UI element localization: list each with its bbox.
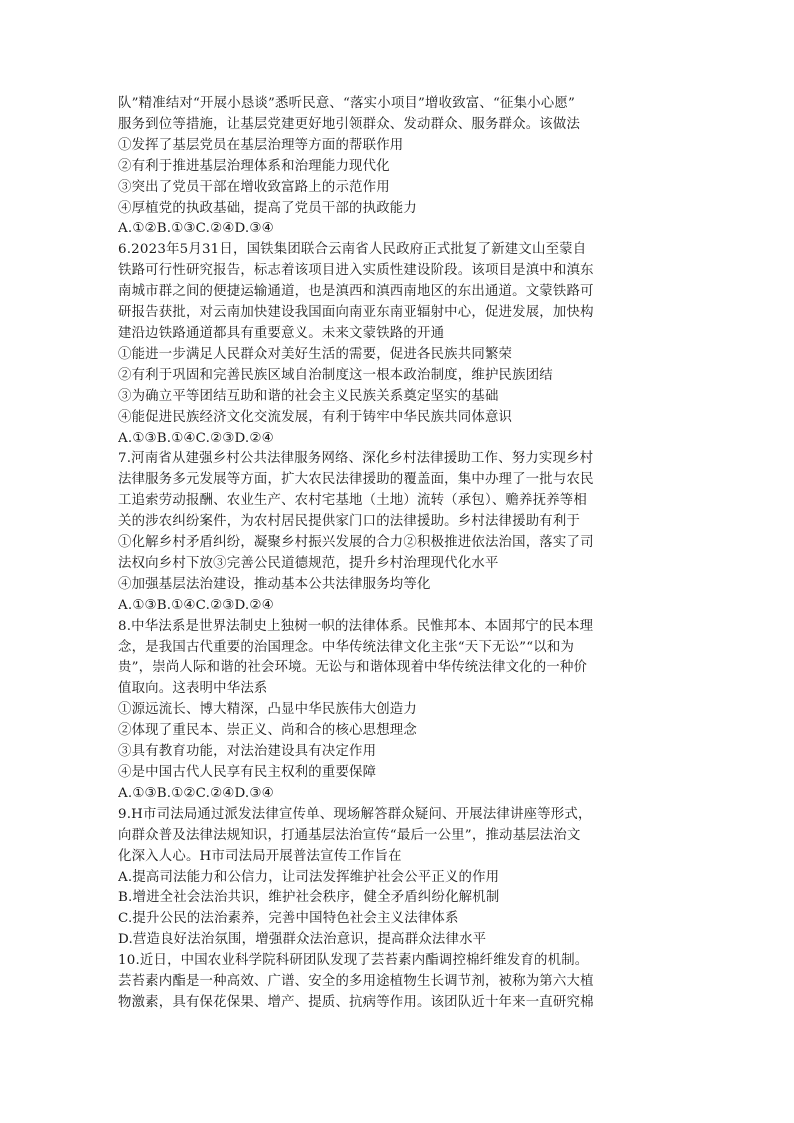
text-line: ④是中国古代人民享有民主权利的重要保障 [118, 765, 377, 780]
text-line: ③突出了党员干部在增收致富路上的示范作用 [118, 179, 390, 195]
text-line: 化深入人心。H市司法局开展普法宣传工作旨在 [118, 848, 402, 864]
text-line: 值取向。这表明中华法系 [118, 681, 268, 697]
text-line: 念，是我国古代重要的治国理念。中华传统法律文化主张“天下无讼”“以和为 [118, 639, 575, 655]
text-line: 物激素，具有保花保果、增产、提质、抗病等作用。该团队近十年来一直研究棉 [118, 994, 594, 1010]
text-line: ④能促进民族经济文化交流发展，有利于铸牢中华民族共同体意识 [118, 409, 513, 425]
text-line: ②有利于巩固和完善民族区域自治制度这一根本政治制度，维护民族团结 [118, 367, 553, 383]
text-line: A.①③B.①②C.②④D.③④ [118, 785, 274, 801]
text-line: 芸苔素内酯是一种高效、广谱、安全的多用途植物生长调节剂，被称为第六大植 [118, 974, 594, 990]
text-line: 法律服务多元发展等方面，扩大农民法律援助的覆盖面，集中办理了一批与农民 [118, 472, 594, 488]
text-line: 8.中华法系是世界法制史上独树一帜的法律体系。民惟邦本、本固邦宁的民本理 [118, 618, 594, 634]
text-line: 南城市群之间的便捷运输通道，也是滇西和滇西南地区的东出通道。文蒙铁路可 [118, 284, 594, 300]
text-line: ①源远流长、博大精深，凸显中华民族伟大创造力 [118, 702, 417, 718]
text-line: 10.近日，中国农业科学院科研团队发现了芸苔素内酯调控棉纤维发育的机制。 [118, 953, 589, 969]
text-line: ②有利于推进基层治理体系和治理能力现代化 [118, 158, 390, 174]
text-line: 贵”，崇尚人际和谐的社会环境。无讼与和谐体现着中华传统法律文化的一种价 [118, 660, 588, 676]
text-line: 工追索劳动报酬、农业生产、农村宅基地（土地）流转（承包）、赡养抚养等相 [118, 493, 587, 509]
text-line: 关的涉农纠纷案件，为农村居民提供家门口的法律援助。乡村法律援助有利于 [118, 514, 581, 530]
text-line: 7.河南省从建强乡村公共法律服务网络、深化乡村法律援助工作、努力实现乡村 [118, 451, 594, 467]
text-line: A.①③B.①④C.②③D.②④ [118, 430, 274, 446]
document-body [118, 94, 678, 1014]
text-line: A.①②B.①③C.②④D.③④ [118, 221, 274, 237]
text-line: A.①③B.①④C.②③D.②④ [118, 597, 274, 613]
text-line: B.增进全社会法治共识，维护社会秩序，健全矛盾纠纷化解机制 [118, 890, 500, 906]
text-line: 服务到位等措施，让基层党建更好地引领群众、发动群众、服务群众。该做法 [118, 116, 581, 132]
text-line: ②体现了重民本、崇正义、尚和合的核心思想理念 [118, 723, 417, 739]
text-line: 研报告获批，对云南加快建设我国面向南亚东南亚辐射中心，促进发展，加快构 [118, 305, 594, 321]
text-line: 9.H市司法局通过派发法律宣传单、现场解答群众疑问、开展法律讲座等形式， [118, 806, 592, 822]
text-line: A.提高司法能力和公信力，让司法发挥维护社会公平正义的作用 [118, 869, 500, 885]
text-line: 法权向乡村下放③完善公民道德规范，提升乡村治理现代化水平 [118, 555, 499, 571]
text-line: ④加强基层法治建设，推动基本公共法律服务均等化 [118, 576, 431, 592]
text-line: D.营造良好法治氛围，增强群众法治意识，提高群众法律水平 [118, 932, 487, 948]
text-line: ③具有教育功能，对法治建设具有决定作用 [118, 744, 377, 760]
text-line: ④厚植党的执政基础，提高了党员干部的执政能力 [118, 200, 417, 216]
text-line: ③为确立平等团结互助和谐的社会主义民族关系奠定坚实的基础 [118, 388, 499, 404]
text-line: ①发挥了基层党员在基层治理等方面的帮联作用 [118, 137, 404, 153]
text-line: 队”精准结对“开展小恳谈”悉听民意、“落实小项目”增收致富、“征集小心愿” [118, 96, 576, 111]
text-line: C.提升公民的法治素养，完善中国特色社会主义法律体系 [118, 911, 459, 927]
text-line: ①化解乡村矛盾纠纷，凝聚乡村振兴发展的合力②积极推进依法治国，落实了司 [118, 535, 594, 551]
text-line: 向群众普及法律法规知识，打通基层法治宣传“最后一公里”，推动基层法治文 [118, 827, 581, 843]
text-line: 建沿边铁路通道都具有重要意义。未来文蒙铁路的开通 [118, 325, 445, 341]
text-line: 铁路可行性研究报告，标志着该项目进入实质性建设阶段。该项目是滇中和滇东 [118, 263, 594, 279]
text-line: ①能进一步满足人民群众对美好生活的需要，促进各民族共同繁荣 [118, 346, 513, 362]
text-line: 6.2023年5月31日，国铁集团联合云南省人民政府正式批复了新建文山至蒙自 [118, 242, 587, 258]
